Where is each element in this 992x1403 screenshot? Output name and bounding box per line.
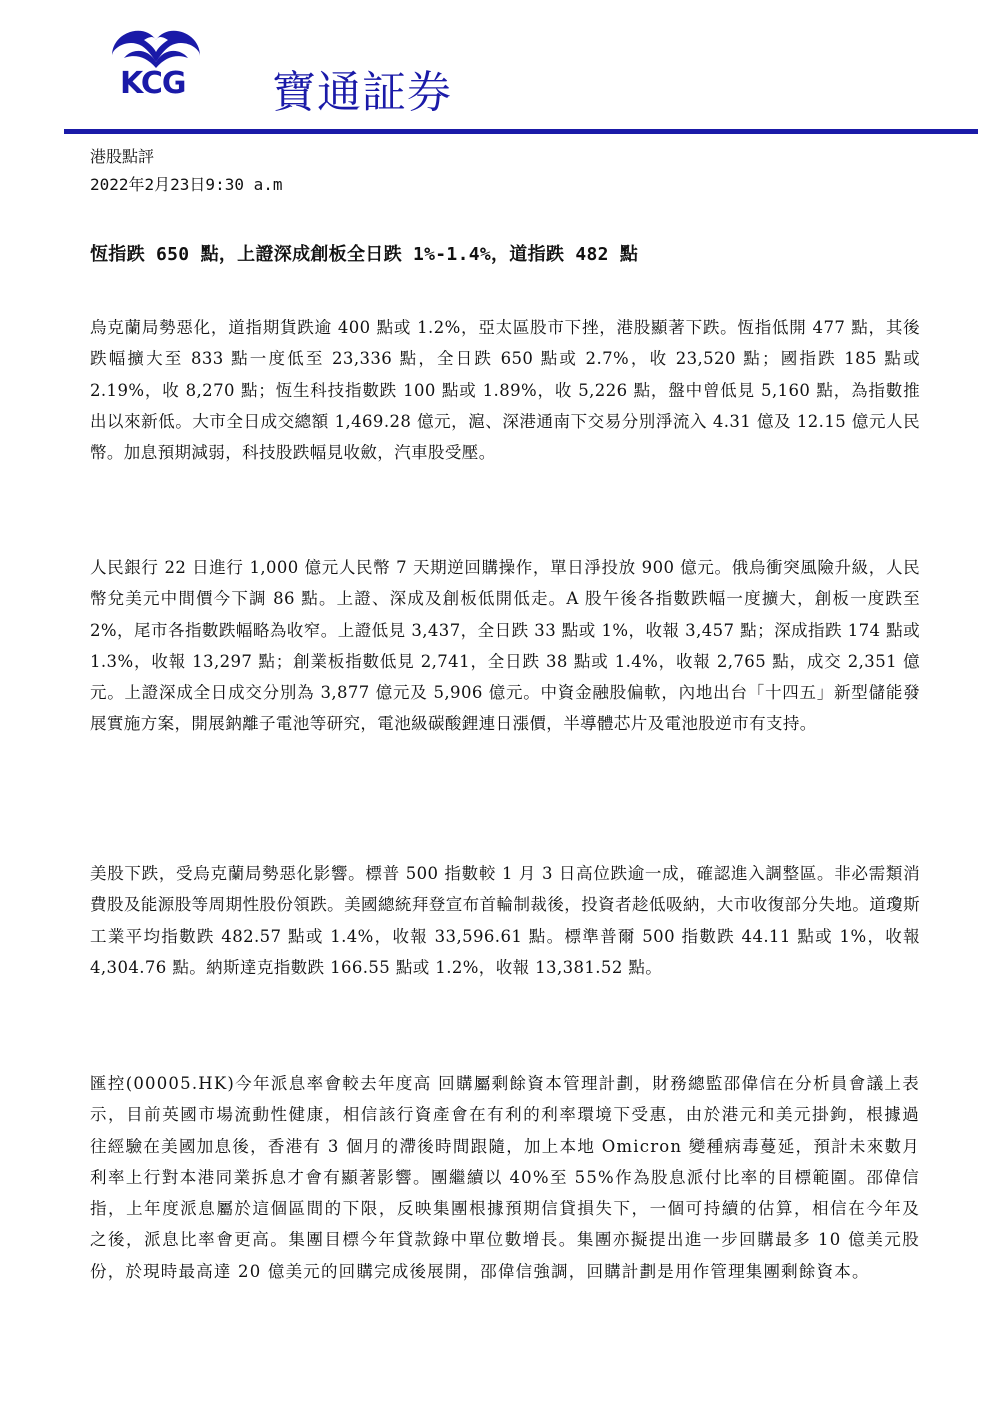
headline: 恆指跌 650 點，上證深成創板全日跌 1%-1.4%，道指跌 482 點 xyxy=(90,244,639,265)
letterhead xyxy=(0,0,992,140)
paragraph-china-market: 人民銀行 22 日進行 1,000 億元人民幣 7 天期逆回購操作，單日淨投放 900 億元。俄烏衝突風險升級，人民幣兌美元中間價今下調 86 點。上證、深成及創板低開低走。A 股午後各指數跌幅一度擴大，創板一度跌至 2%，尾市各指數跌幅略為收窄。上證低見 3,437，全日跌 33 點或 1%，收報 3,457 點；深成指跌 174 點或 1.3%，收報 13,297 點；創業板指數低見 2,741，全日跌 38 點或 1.4%，收報 2,765 點，成交 2,351 億元。上證深成全日成交分別為 3,877 億元及 5,906 億元。中資金融股偏軟，內地出台「十四五」新型儲能發展實施方案，開展鈉離子電池等研究，電池級碳酸鋰連日漲價，半導體芯片及電池股逆市有支持。 xyxy=(90,558,920,734)
company-name: 寶通証券 xyxy=(272,67,452,118)
header-rule xyxy=(64,129,978,134)
logo-wordmark: KCG xyxy=(120,66,186,101)
report-datetime: 2022年2月23日9:30 a.m xyxy=(90,175,283,194)
paragraph-hsbc: 匯控(00005.HK)今年派息率會較去年度高 回購屬剩餘資本管理計劃，財務總監邵偉信在分析員會議上表示，目前英國市場流動性健康，相信該行資產會在有利的利率環境下受惠，由於港元和美元掛鉤，根據過往經驗在美國加息後，香港有 3 個月的滯後時間跟隨，加上本地 Omicron 變種病毒蔓延，預計未來數月利率上行對本港同業拆息才會有顯著影響。團繼續以 40%至 55%作為股息派付比率的目標範圍。邵偉信指，上年度派息屬於這個區間的下限，反映集團根據預期信貸損失下，一個可持續的估算，相信在今年及之後，派息比率會更高。集團目標今年貸款錄中單位數增長。集團亦擬提出進一步回購最多 10 億美元股份，於現時最高達 20 億美元的回購完成後展開，邵偉信強調，回購計劃是用作管理集團剩餘資本。 xyxy=(90,1074,920,1281)
paragraph-us-market: 美股下跌，受烏克蘭局勢惡化影響。標普 500 指數較 1 月 3 日高位跌逾一成，確認進入調整區。非必需類消費股及能源股等周期性股份領跌。美國總統拜登宣布首輪制裁後，投資者趁低吸納，大市收復部分失地。道瓊斯工業平均指數跌 482.57 點或 1.4%，收報 33,596.61 點。標準普爾 500 指數跌 44.11 點或 1%，收報 4,304.76 點。納斯達克指數跌 166.55 點或 1.2%，收報 13,381.52 點。 xyxy=(90,864,920,977)
report-meta xyxy=(90,143,283,199)
paragraph-hk-market: 烏克蘭局勢惡化，道指期貨跌逾 400 點或 1.2%，亞太區股市下挫，港股顯著下跌。恆指低開 477 點，其後跌幅擴大至 833 點一度低至 23,336 點，全日跌 650 點或 2.7%，收 23,520 點；國指跌 185 點或 2.19%，收 8,270 點；恆生科技指數跌 100 點或 1.89%，收 5,226 點，盤中曾低見 5,160 點，為指數推出以來新低。大市全日成交總額 1,469.28 億元，滬、深港通南下交易分別淨流入 4.31 億及 12.15 億元人民幣。加息預期減弱，科技股跌幅見收斂，汽車股受壓。 xyxy=(90,318,920,463)
report-category: 港股點評 xyxy=(90,147,155,166)
